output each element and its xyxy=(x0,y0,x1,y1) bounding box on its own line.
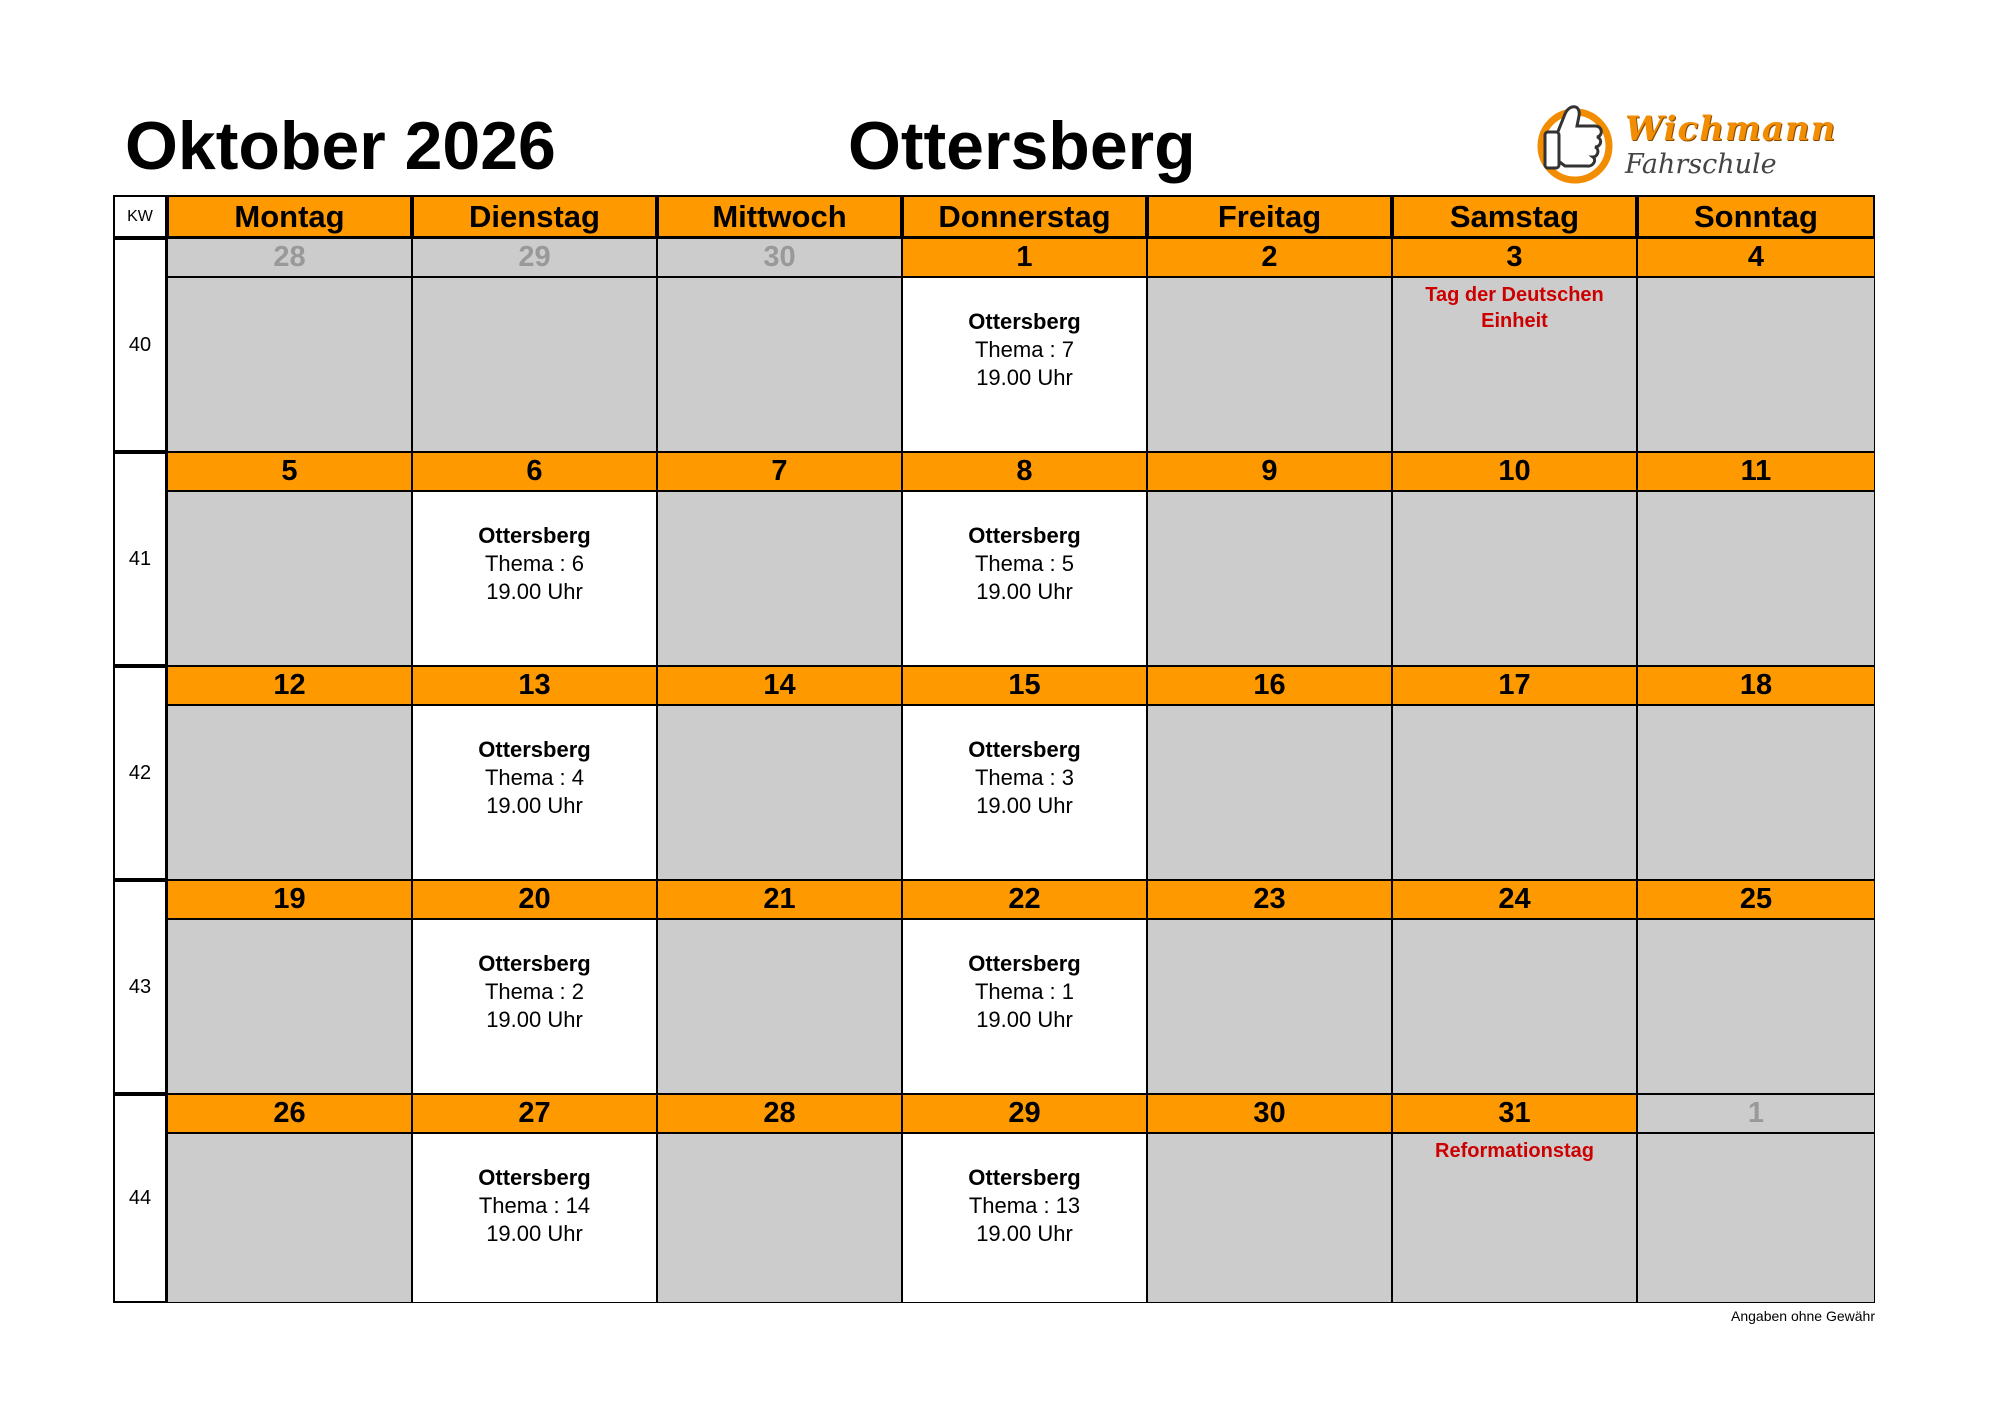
day-cell xyxy=(1392,277,1637,452)
day-cell xyxy=(657,491,902,666)
date-number: 2 xyxy=(1147,238,1392,277)
event-cell xyxy=(412,705,657,880)
day-cell xyxy=(1147,277,1392,452)
event-location: Ottersberg xyxy=(968,309,1081,334)
day-cell xyxy=(412,277,657,452)
event-theme: Thema : 7 xyxy=(974,337,1075,362)
date-number: 19 xyxy=(167,880,412,919)
date-number: 30 xyxy=(657,238,902,277)
date-number: 17 xyxy=(1392,666,1637,705)
event-location: Ottersberg xyxy=(478,523,591,548)
day-cell xyxy=(1637,277,1875,452)
event-cell xyxy=(902,277,1147,452)
event-location: Ottersberg xyxy=(968,1165,1081,1190)
event-theme: Thema : 4 xyxy=(484,765,585,790)
event-theme: Thema : 3 xyxy=(974,765,1075,790)
day-cell xyxy=(167,919,412,1094)
weekday-header: Montag xyxy=(167,195,412,238)
event-cell xyxy=(412,1133,657,1303)
date-number: 1 xyxy=(902,238,1147,277)
event-theme: Thema : 13 xyxy=(968,1193,1081,1218)
day-cell xyxy=(1637,1133,1875,1303)
day-cell xyxy=(1637,491,1875,666)
date-number: 29 xyxy=(902,1094,1147,1133)
date-number: 25 xyxy=(1637,880,1875,919)
event-time: 19.00 Uhr xyxy=(486,793,583,818)
location-title: Ottersberg xyxy=(848,108,1196,184)
date-number: 11 xyxy=(1637,452,1875,491)
event-time: 19.00 Uhr xyxy=(486,1007,583,1032)
date-number: 26 xyxy=(167,1094,412,1133)
day-cell xyxy=(1392,919,1637,1094)
day-cell xyxy=(1637,705,1875,880)
event-cell xyxy=(412,919,657,1094)
weekday-header: Mittwoch xyxy=(657,195,902,238)
event-time: 19.00 Uhr xyxy=(976,1221,1073,1246)
date-number: 21 xyxy=(657,880,902,919)
weekday-header: Donnerstag xyxy=(902,195,1147,238)
event-cell xyxy=(902,491,1147,666)
event-theme: Thema : 5 xyxy=(974,551,1075,576)
event-theme: Thema : 14 xyxy=(478,1193,591,1218)
event-time: 19.00 Uhr xyxy=(976,579,1073,604)
weekday-header: Dienstag xyxy=(412,195,657,238)
event-time: 19.00 Uhr xyxy=(486,579,583,604)
day-cell xyxy=(1147,1133,1392,1303)
date-number: 10 xyxy=(1392,452,1637,491)
event-time: 19.00 Uhr xyxy=(486,1221,583,1246)
event-location: Ottersberg xyxy=(968,951,1081,976)
calendar-grid xyxy=(113,195,1875,1303)
day-cell xyxy=(1637,919,1875,1094)
date-number: 24 xyxy=(1392,880,1637,919)
day-cell xyxy=(167,277,412,452)
event-location: Ottersberg xyxy=(968,523,1081,548)
page-title: Oktober 2026 xyxy=(125,108,556,184)
day-cell xyxy=(167,705,412,880)
day-cell xyxy=(1147,705,1392,880)
date-number: 18 xyxy=(1637,666,1875,705)
date-number: 9 xyxy=(1147,452,1392,491)
date-number: 20 xyxy=(412,880,657,919)
date-number: 4 xyxy=(1637,238,1875,277)
event-location: Ottersberg xyxy=(478,1165,591,1190)
event-location: Ottersberg xyxy=(478,951,591,976)
week-number: 43 xyxy=(113,880,167,1094)
kw-header: KW xyxy=(113,195,167,238)
date-number: 6 xyxy=(412,452,657,491)
date-number: 16 xyxy=(1147,666,1392,705)
logo xyxy=(1535,100,1855,190)
date-number: 31 xyxy=(1392,1094,1637,1133)
week-number: 42 xyxy=(113,666,167,880)
event-theme: Thema : 6 xyxy=(484,551,585,576)
date-number: 1 xyxy=(1637,1094,1875,1133)
event-cell xyxy=(902,919,1147,1094)
event-theme: Thema : 2 xyxy=(484,979,585,1004)
day-cell xyxy=(1147,491,1392,666)
event-time: 19.00 Uhr xyxy=(976,793,1073,818)
day-cell xyxy=(657,919,902,1094)
disclaimer: Angaben ohne Gewähr xyxy=(1731,1308,1875,1324)
day-cell xyxy=(167,1133,412,1303)
weekday-header: Freitag xyxy=(1147,195,1392,238)
event-cell xyxy=(902,1133,1147,1303)
day-cell xyxy=(167,491,412,666)
date-number: 8 xyxy=(902,452,1147,491)
day-cell xyxy=(1392,705,1637,880)
week-number: 40 xyxy=(113,238,167,452)
event-theme: Thema : 1 xyxy=(974,979,1075,1004)
event-location: Ottersberg xyxy=(478,737,591,762)
date-number: 23 xyxy=(1147,880,1392,919)
day-cell xyxy=(1392,1133,1637,1303)
week-number: 44 xyxy=(113,1094,167,1303)
logo-subtitle: Fahrschule xyxy=(1625,149,1777,180)
weekday-header: Sonntag xyxy=(1637,195,1875,238)
thumbs-up-icon xyxy=(1535,100,1615,184)
weekday-header: Samstag xyxy=(1392,195,1637,238)
event-cell xyxy=(412,491,657,666)
date-number: 15 xyxy=(902,666,1147,705)
date-number: 22 xyxy=(902,880,1147,919)
event-time: 19.00 Uhr xyxy=(976,365,1073,390)
date-number: 29 xyxy=(412,238,657,277)
week-number: 41 xyxy=(113,452,167,666)
date-number: 27 xyxy=(412,1094,657,1133)
day-cell xyxy=(1392,491,1637,666)
date-number: 28 xyxy=(167,238,412,277)
event-time: 19.00 Uhr xyxy=(976,1007,1073,1032)
holiday-label: Tag der Deutschen Einheit xyxy=(1425,284,1604,332)
date-number: 30 xyxy=(1147,1094,1392,1133)
logo-brand: Wichmann xyxy=(1625,109,1837,149)
date-number: 7 xyxy=(657,452,902,491)
date-number: 5 xyxy=(167,452,412,491)
day-cell xyxy=(657,1133,902,1303)
event-location: Ottersberg xyxy=(968,737,1081,762)
date-number: 3 xyxy=(1392,238,1637,277)
date-number: 28 xyxy=(657,1094,902,1133)
day-cell xyxy=(657,705,902,880)
holiday-label: Reformationstag xyxy=(1435,1140,1594,1162)
day-cell xyxy=(657,277,902,452)
event-cell xyxy=(902,705,1147,880)
date-number: 14 xyxy=(657,666,902,705)
date-number: 13 xyxy=(412,666,657,705)
date-number: 12 xyxy=(167,666,412,705)
day-cell xyxy=(1147,919,1392,1094)
